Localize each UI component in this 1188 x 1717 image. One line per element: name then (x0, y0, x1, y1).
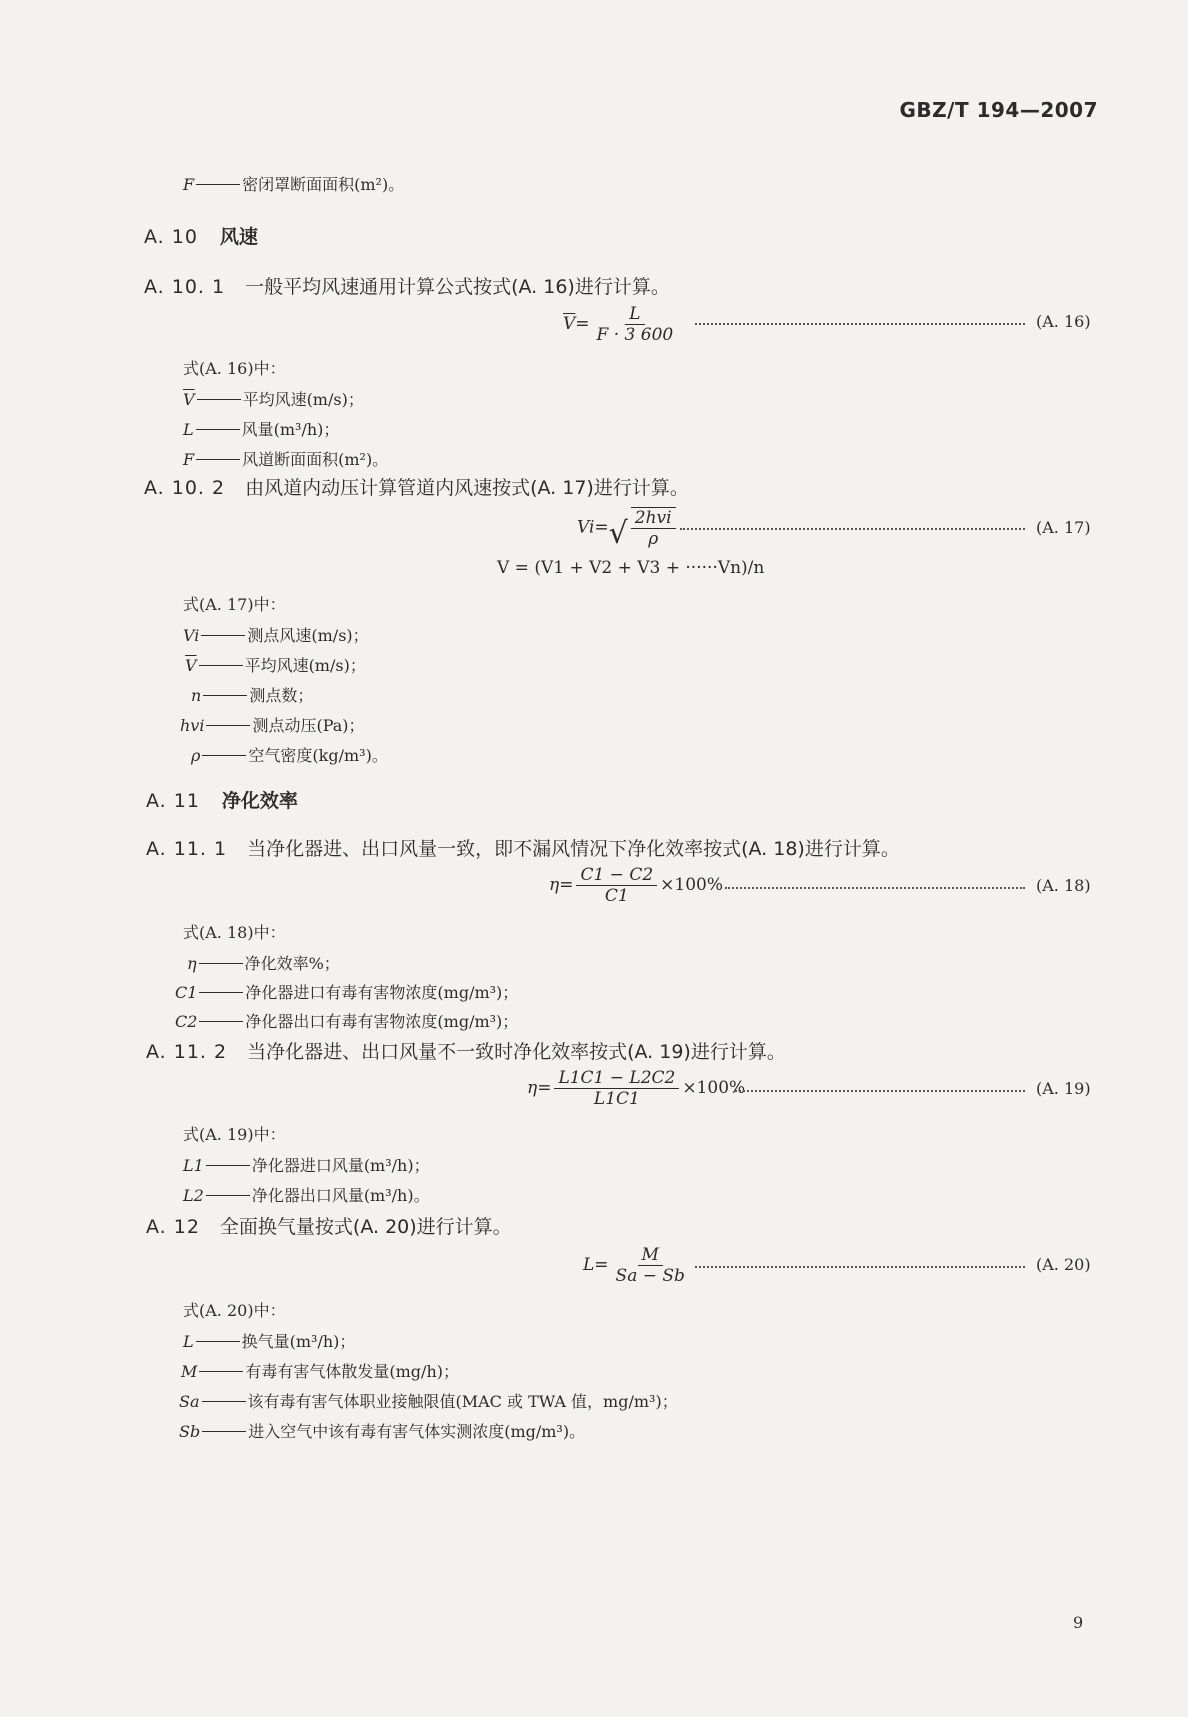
clause-number: A. 11. 1 (146, 838, 228, 860)
definition-text: 净化效率%； (244, 954, 340, 973)
symbol: Sa (179, 1392, 200, 1411)
leader-dots (695, 323, 1025, 325)
clause-text: 全面换气量按式(A. 20)进行计算。 (219, 1216, 512, 1238)
definition-line (183, 417, 339, 440)
symbol: L (183, 1332, 194, 1351)
eq-numerator: M (641, 1245, 659, 1265)
where-intro: 式(A. 16)中： (183, 359, 286, 378)
definition-text: 测点数； (249, 686, 314, 705)
clause-number: A. 10. 1 (144, 276, 226, 298)
symbol: ρ (191, 746, 201, 765)
definition-text: 净化器出口有毒有害物浓度(mg/m³)； (245, 1012, 519, 1031)
symbol: hvi (180, 716, 205, 735)
definition-line (183, 1153, 430, 1176)
section-title: 净化效率 (221, 790, 298, 812)
symbol: Vi (183, 626, 200, 645)
document-id-header: GBZ/T 194—2007 (899, 98, 1098, 122)
eq-denominator: Sa − Sb (615, 1266, 685, 1286)
symbol: L2 (183, 1186, 204, 1205)
definition-line (175, 1009, 518, 1032)
equation-a17: Vi= √ $\frac{\text{2hvi}}{\rho}$ (577, 507, 679, 549)
eq-numerator: 2hvi (634, 508, 672, 528)
definition-line (183, 387, 364, 410)
equation-a16: $\overline{V}=$ $\frac{L}{F \cdot 3 600}$ (563, 304, 674, 345)
eq-lhs: L (583, 1255, 595, 1275)
definition-line (175, 980, 518, 1003)
definition-text: 净化器进口有毒有害物浓度(mg/m³)； (245, 983, 519, 1002)
leader-dots (735, 1090, 1025, 1092)
clause (144, 272, 670, 299)
symbol: L1 (183, 1156, 204, 1175)
symbol: C2 (175, 1012, 198, 1031)
eq-numerator: L1C1 − L2C2 (558, 1068, 676, 1088)
definition-text: 进入空气中该有毒有害气体实测浓度(mg/m³)。 (248, 1422, 586, 1441)
symbol: $\overline{V}$ (185, 656, 197, 675)
equation-number: (A. 19) (1036, 1079, 1091, 1098)
clause-text: 当净化器进、出口风量一致，即不漏风情况下净化效率按式(A. 18)进行计算。 (247, 838, 900, 860)
definition-text: 净化器出口风量(m³/h)。 (251, 1186, 430, 1205)
clause-number: A. 12 (146, 1216, 200, 1238)
definition-text: 换气量(m³/h)； (241, 1332, 356, 1351)
leader-dots (695, 1266, 1025, 1268)
definition-line (187, 951, 340, 974)
equation-number: (A. 17) (1036, 518, 1091, 537)
page-number: 9 (1073, 1613, 1084, 1632)
definition-text: 平均风速(m/s)； (242, 390, 364, 409)
symbol: Sb (179, 1422, 201, 1441)
symbol: η (187, 954, 197, 973)
equation-a18: η= $\frac{C1 - C2}{C1}$ ×100% (549, 865, 723, 906)
definition-line (179, 1389, 678, 1412)
definition-text: 密闭罩断面面积(m²)。 (242, 175, 405, 194)
clause (144, 473, 689, 500)
equation-number: (A. 20) (1036, 1255, 1091, 1274)
clause-number: A. 10. 2 (144, 477, 226, 499)
equation-number: (A. 18) (1036, 876, 1091, 895)
eq-denominator: F · 3 600 (596, 325, 674, 345)
leader-dots (680, 528, 1025, 530)
eq-denominator: C1 (604, 886, 629, 906)
where-intro: 式(A. 20)中： (183, 1301, 286, 1320)
where-intro: 式(A. 19)中： (183, 1125, 286, 1144)
eq-denominator: L1C1 (593, 1089, 640, 1109)
definition-text: 平均风速(m/s)； (244, 656, 366, 675)
definition-text: 风量(m³/h)； (241, 420, 340, 439)
section-title: 风速 (219, 226, 258, 248)
eq-tail: ×100% (682, 1078, 746, 1098)
eq-lhs: $\overline{V}$ (563, 314, 576, 334)
definition-text: 该有毒有害气体职业接触限值(MAC 或 TWA 值，mg/m³)； (247, 1392, 678, 1411)
eq-lhs: Vi (577, 517, 595, 538)
clause-text: 当净化器进、出口风量不一致时净化效率按式(A. 19)进行计算。 (247, 1041, 786, 1063)
definition-line (183, 1329, 355, 1352)
definition-line (183, 172, 404, 195)
definition-text: 测点动压(Pa)； (252, 716, 365, 735)
definition-line (185, 653, 366, 676)
section-heading (144, 222, 258, 249)
definition-line (191, 683, 313, 706)
symbol: L (183, 420, 194, 439)
eq-denominator: ρ (648, 529, 659, 549)
symbol: n (191, 686, 202, 705)
clause (146, 834, 900, 861)
definition-line (179, 1419, 585, 1442)
definition-line (183, 623, 369, 646)
clause-text: 由风道内动压计算管道内风速按式(A. 17)进行计算。 (245, 477, 689, 499)
eq-numerator: L (629, 304, 641, 324)
section-heading (146, 786, 298, 813)
clause (146, 1212, 512, 1239)
eq-tail: ×100% (660, 875, 723, 895)
equation-a20: L= $\frac{M}{Sa - Sb}$ (583, 1245, 685, 1286)
eq-lhs: η (549, 875, 560, 895)
symbol: C1 (175, 983, 198, 1002)
equation-a17-mean: V = (V1 + V2 + V3 + ······Vn)/n (497, 558, 765, 578)
symbol: M (181, 1362, 198, 1381)
definition-line (191, 743, 388, 766)
definition-line (180, 713, 365, 736)
definition-line (183, 447, 388, 470)
definition-text: 测点风速(m/s)； (247, 626, 369, 645)
equation-number: (A. 16) (1036, 312, 1091, 331)
definition-text: 风道断面面积(m²)。 (242, 450, 389, 469)
section-number: A. 10 (144, 226, 198, 248)
clause-number: A. 11. 2 (146, 1041, 228, 1063)
definition-line (181, 1359, 459, 1382)
section-number: A. 11 (146, 790, 200, 812)
equation-a19: η= $\frac{L1C1 - L2C2}{L1C1}$ ×100% (527, 1068, 746, 1109)
definition-text: 净化器进口风量(m³/h)； (251, 1156, 430, 1175)
where-intro: 式(A. 18)中： (183, 923, 286, 942)
symbol: $\overline{V}$ (183, 390, 195, 409)
definition-text: 有毒有害气体散发量(mg/h)； (245, 1362, 459, 1381)
eq-lhs: η (527, 1078, 538, 1098)
clause-text: 一般平均风速通用计算公式按式(A. 16)进行计算。 (245, 276, 670, 298)
symbol: F (183, 450, 195, 469)
leader-dots (725, 887, 1025, 889)
definition-text: 空气密度(kg/m³)。 (248, 746, 388, 765)
symbol: F (183, 175, 195, 194)
where-intro: 式(A. 17)中： (183, 595, 286, 614)
definition-line (183, 1183, 430, 1206)
eq-numerator: C1 − C2 (580, 865, 654, 885)
clause (146, 1037, 786, 1064)
